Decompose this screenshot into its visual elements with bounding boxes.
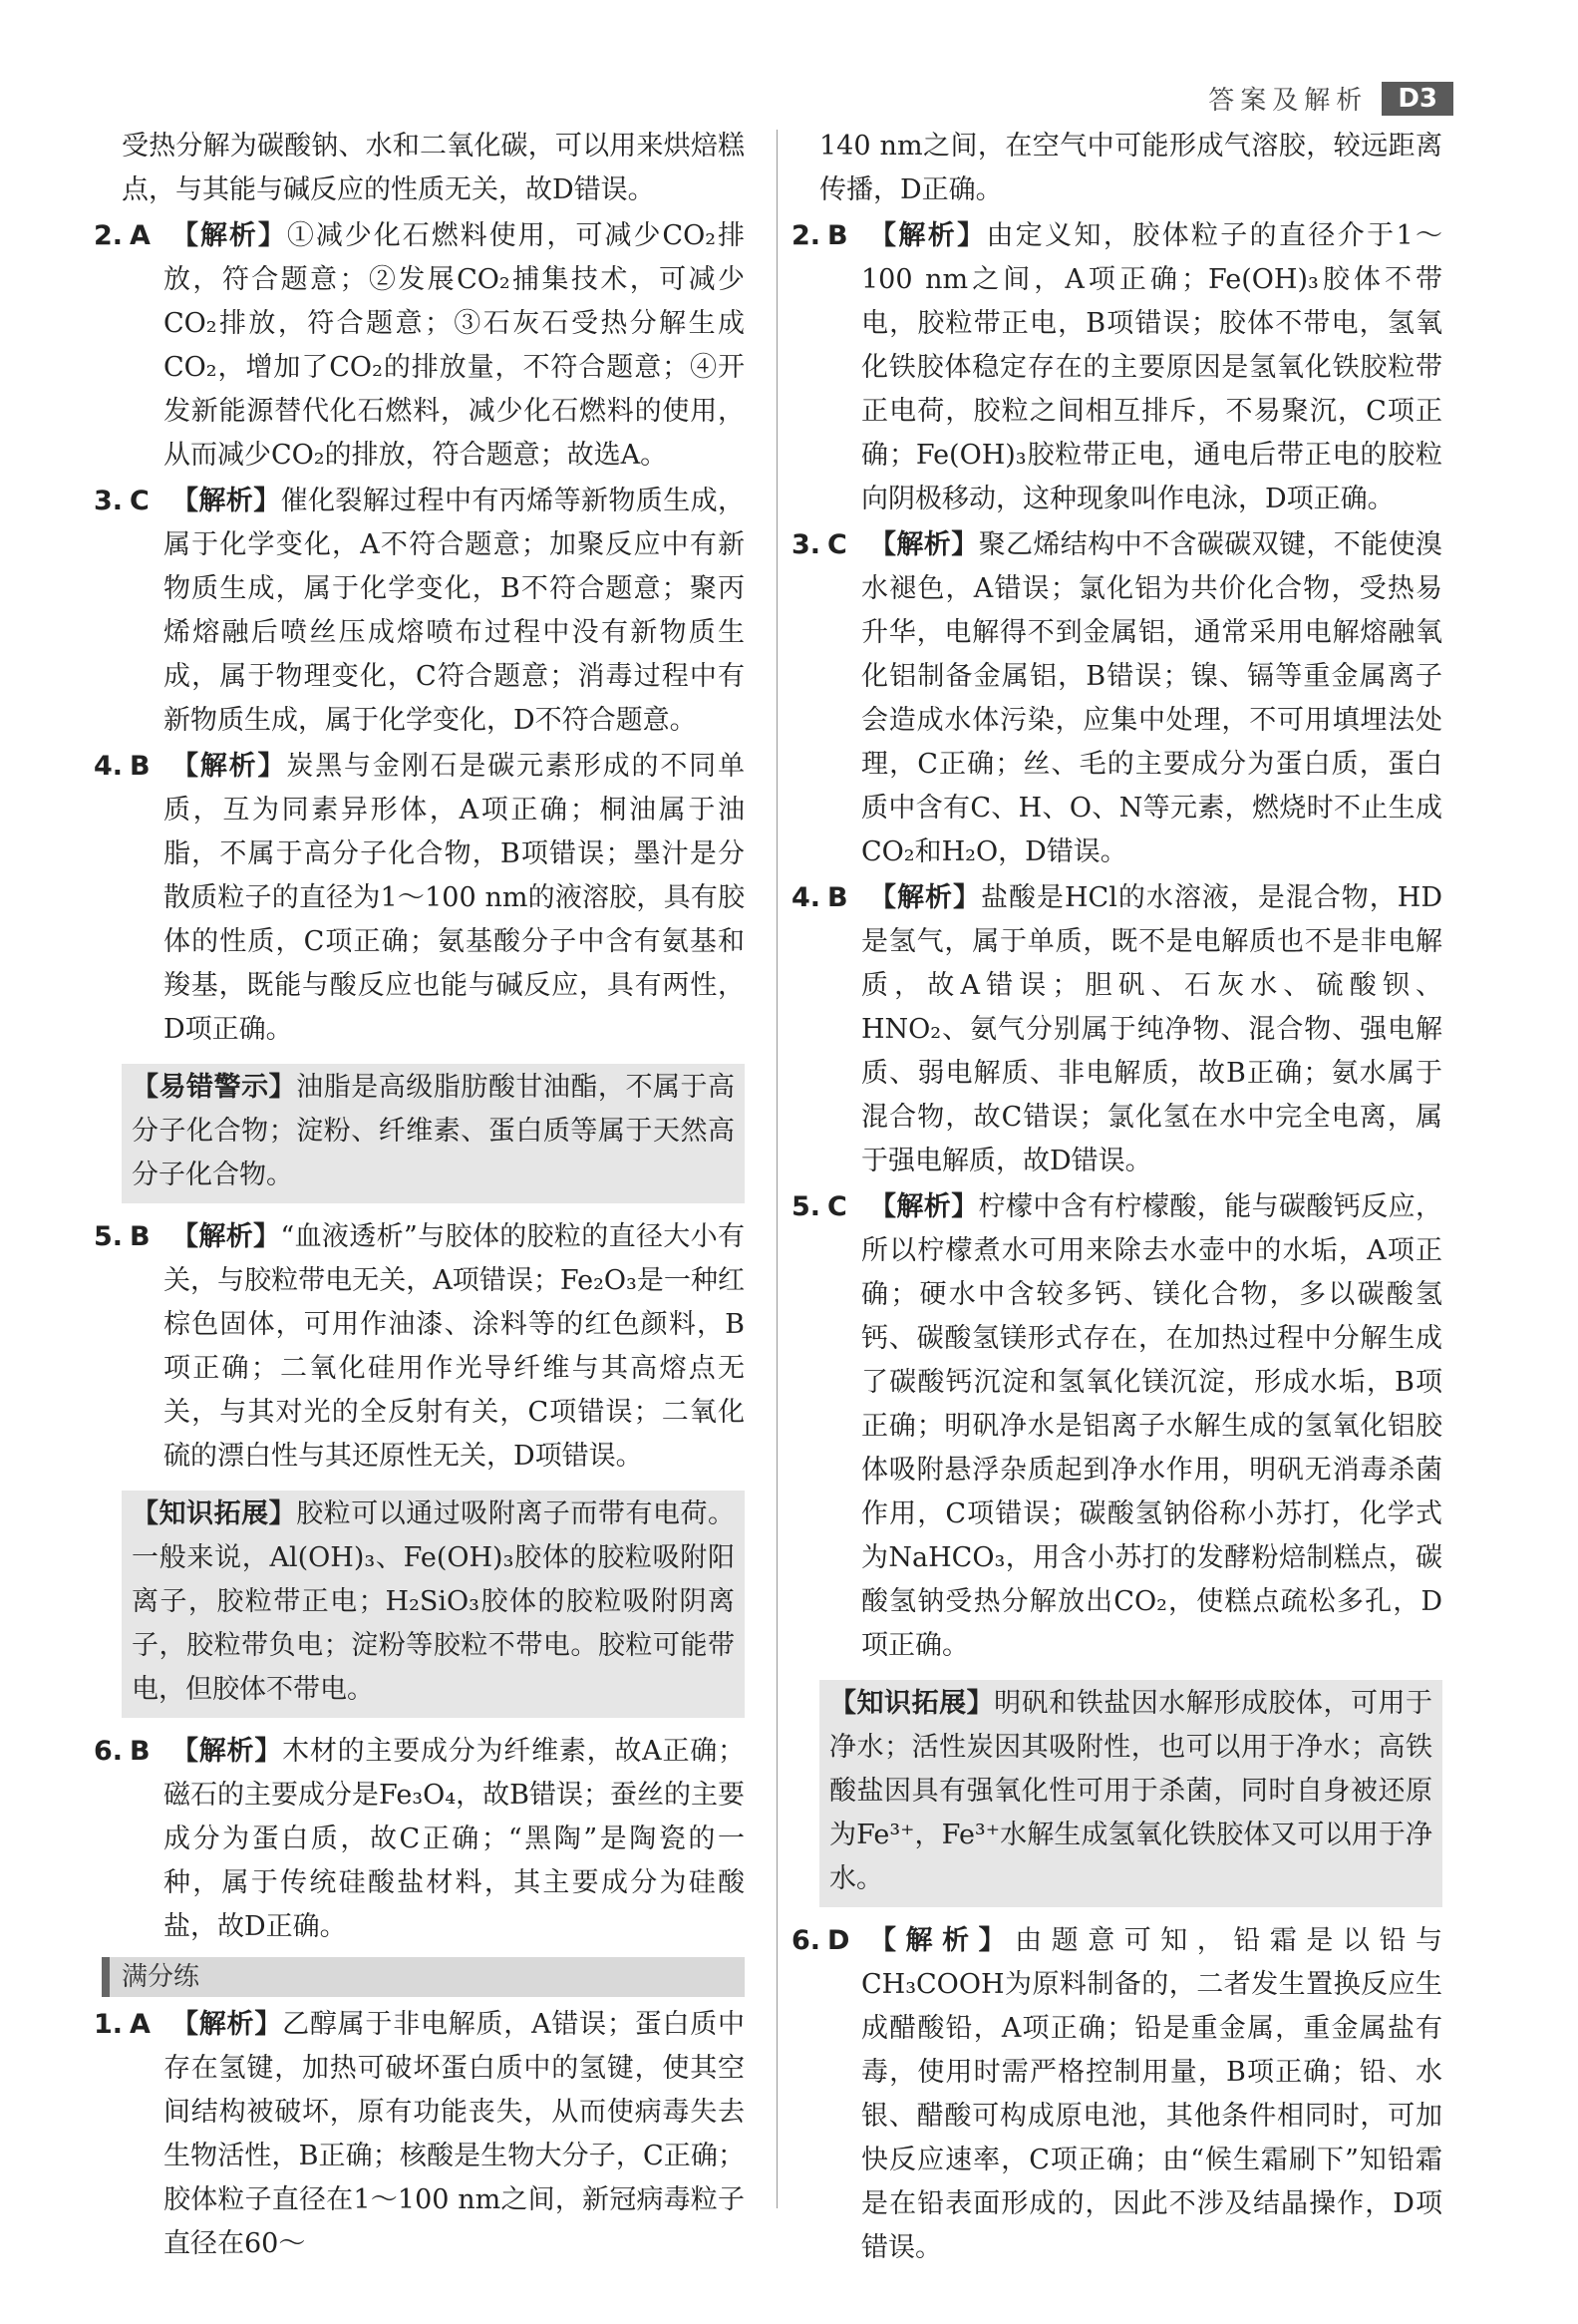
explanation-text: ①减少化石燃料使用，可减少CO₂排放，符合题意；②发展CO₂捕集技术，可减少CO₂排放，符合题意；③石灰石受热分解生成CO₂，增加了CO₂的排放量，不符合题意；④开发新能源替代化石燃料，减少化石燃料的使用，从而减少CO₂的排放，符合题意；故选A。 xyxy=(163,220,746,471)
answer-item xyxy=(791,1919,1443,2270)
answer-letter: B xyxy=(130,1221,151,1252)
answer-letter: B xyxy=(130,1736,151,1767)
answer-item xyxy=(94,1730,746,1949)
explanation xyxy=(861,1919,1442,2270)
explanation xyxy=(163,480,745,743)
box-tag: 【知识拓展】 xyxy=(829,1688,995,1719)
explanation xyxy=(861,876,1442,1183)
answer-letter: C xyxy=(827,529,847,560)
answer-letter: B xyxy=(827,220,848,251)
answer-item xyxy=(791,876,1442,1183)
continued-text: 受热分解为碳酸钠、水和二氧化碳，可以用来烘焙糕点，与其能与碱反应的性质无关，故D错误。 xyxy=(122,131,745,205)
answer-item xyxy=(94,480,746,743)
question-number: 5. xyxy=(791,1191,821,1222)
explanation xyxy=(861,214,1442,521)
box-text: 明矾和铁盐因水解形成胶体，可用于净水；活性炭因其吸附性，也可以用于净水；高铁酸盐因具有强氧化性可用于杀菌，同时自身被还原为Fe³⁺，Fe³⁺水解生成氢氧化铁胶体又可以用于净水。 xyxy=(829,1688,1433,1894)
box-text: 油脂是高级脂肪酸甘油酯，不属于高分子化合物；淀粉、纤维素、蛋白质等属于天然高分子化合物。 xyxy=(132,1072,736,1190)
explanation-text: 聚乙烯结构中不含碳碳双键，不能使溴水褪色，A错误；氯化铝为共价化合物，受热易升华，电解得不到金属铝，通常采用电解熔融氧化铝制备金属铝，B错误；镍、镉等重金属离子会造成水体污染，应集中处理，不可用填埋法处理，C正确；丝、毛的主要成分为蛋白质，蛋白质中含有C、H、O、N等元素，燃烧时不止生成CO₂和H₂O，D错误。 xyxy=(861,529,1443,867)
question-number: 2. xyxy=(791,220,821,251)
answer-item xyxy=(791,523,1443,874)
explanation-tag: 【解析】 xyxy=(869,1191,979,1222)
answer-letter: A xyxy=(130,2009,151,2040)
question-number: 4. xyxy=(791,882,821,913)
answer-item xyxy=(94,1215,746,1479)
explanation-text: “血液透析”与胶体的胶粒的直径大小有关，与胶粒带电无关，A项错误；Fe₂O₃是一种红棕色固体，可用作油漆、涂料等的红色颜料，B项正确；二氧化硅用作光导纤维与其高熔点无关，与其对光的全反射有关，C项错误；二氧化硫的漂白性与其还原性无关，D项错误。 xyxy=(163,1221,746,1472)
explanation-text: 由题意可知，铅霜是以铅与CH₃COOH为原料制备的，二者发生置换反应生成醋酸铅，A项正确；铅是重金属，重金属盐有毒，使用时需严格控制用量，B项正确；铅、水银、醋酸可构成原电池，其他条件相同时，可加快反应速率，C项正确；由“候生霜刷下”知铅霜是在铅表面形成的，因此不涉及结晶操作，D项错误。 xyxy=(861,1925,1443,2263)
explanation-text: 木材的主要成分为纤维素，故A正确；磁石的主要成分是Fe₃O₄，故B错误；蚕丝的主要成分为蛋白质，故C正确；“黑陶”是陶瓷的一种，属于传统硅酸盐材料，其主要成分为硅酸盐，故D正确。 xyxy=(163,1736,746,1942)
explanation-text: 乙醇属于非电解质，A错误；蛋白质中存在氢键，加热可破坏蛋白质中的氢键，使其空间结构被破坏，原有功能丧失，从而使病毒失去生物活性，B正确；核酸是生物大分子，C正确；胶体粒子直径在1～100 nm之间，新冠病毒粒子直径在60～ xyxy=(163,2009,746,2259)
answer-letter: B xyxy=(130,751,151,782)
explanation xyxy=(163,214,745,478)
left-column xyxy=(94,125,746,2266)
explanation-text: 催化裂解过程中有丙烯等新物质生成，属于化学变化，A不符合题意；加聚反应中有新物质生成，属于化学变化，B不符合题意；聚丙烯熔融后喷丝压成熔喷布过程中没有新物质生成，属于物理变化，C符合题意；消毒过程中有新物质生成，属于化学变化，D不符合题意。 xyxy=(163,486,746,736)
explanation-tag: 【解析】 xyxy=(869,220,987,251)
continued-text: 140 nm之间，在空气中可能形成气溶胶，较远距离传播，D正确。 xyxy=(819,131,1442,205)
question-number: 5. xyxy=(94,1221,124,1252)
explanation-text: 由定义知，胶体粒子的直径介于1～100 nm之间，A项正确；Fe(OH)₃胶体不带电，胶粒带正电，B项错误；胶体不带电，氢氧化铁胶体稳定存在的主要原因是氢氧化铁胶粒带正电荷，胶粒之间相互排斥，不易聚沉，C项正确；Fe(OH)₃胶粒带正电，通电后带正电的胶粒向阴极移动，这种现象叫作电泳，D项正确。 xyxy=(861,220,1442,514)
right-column xyxy=(791,125,1443,2270)
explanation-tag: 【解析】 xyxy=(171,1221,281,1252)
section-heading: 满分练 xyxy=(102,1957,745,1997)
answer-letter: A xyxy=(130,220,151,251)
question-number: 4. xyxy=(94,751,124,782)
answer-letter: D xyxy=(827,1925,850,1956)
explanation xyxy=(163,1215,745,1479)
question-number: 6. xyxy=(94,1736,124,1767)
question-number: 3. xyxy=(791,529,821,560)
answer-item xyxy=(94,214,746,478)
explanation xyxy=(861,523,1442,874)
page-header xyxy=(1208,80,1453,117)
answer-letter: B xyxy=(827,882,848,913)
column-divider xyxy=(777,130,778,2208)
explanation-tag: 【解析】 xyxy=(171,751,287,782)
error-warning-box xyxy=(122,1064,745,1203)
answer-item xyxy=(94,745,746,1052)
knowledge-extension-box xyxy=(122,1491,745,1718)
knowledge-extension-box xyxy=(819,1680,1442,1907)
box-tag: 【知识拓展】 xyxy=(132,1498,297,1529)
explanation xyxy=(163,745,745,1052)
question-number: 3. xyxy=(94,486,124,516)
explanation-text: 盐酸是HCl的水溶液，是混合物，HD是氢气，属于单质，既不是电解质也不是非电解质，故A错误；胆矾、石灰水、硫酸钡、HNO₂、氨气分别属于纯净物、混合物、强电解质、弱电解质、非电解质，故B正确；氨水属于混合物，故C错误；氯化氢在水中完全电离，属于强电解质，故D错误。 xyxy=(861,882,1442,1176)
explanation-tag: 【解析】 xyxy=(171,486,281,516)
explanation-text: 柠檬中含有柠檬酸，能与碳酸钙反应，所以柠檬煮水可用来除去水壶中的水垢，A项正确；硬水中含较多钙、镁化合物，多以碳酸氢钙、碳酸氢镁形式存在，在加热过程中分解生成了碳酸钙沉淀和氢氧化镁沉淀，形成水垢，B项正确；明矾净水是铝离子水解生成的氢氧化铝胶体吸附悬浮杂质起到净水作用，明矾无消毒杀菌作用，C项错误；碳酸氢钠俗称小苏打，化学式为NaHCO₃，用含小苏打的发酵粉焙制糕点，碳酸氢钠受热分解放出CO₂，使糕点疏松多孔，D项正确。 xyxy=(861,1191,1443,1661)
box-text: 胶粒可以通过吸附离子而带有电荷。一般来说，Al(OH)₃、Fe(OH)₃胶体的胶粒吸附阳离子，胶粒带正电；H₂SiO₃胶体的胶粒吸附阴离子，胶粒带负电；淀粉等胶粒不带电。胶粒可能带电，但胶体不带电。 xyxy=(132,1498,736,1705)
explanation-text: 炭黑与金刚石是碳元素形成的不同单质，互为同素异形体，A项正确；桐油属于油脂，不属于高分子化合物，B项错误；墨汁是分散质粒子的直径为1～100 nm的液溶胶，具有胶体的性质，C项正确；氨基酸分子中含有氨基和羧基，既能与酸反应也能与碱反应，具有两性，D项正确。 xyxy=(163,751,746,1045)
explanation xyxy=(163,1730,745,1949)
explanation xyxy=(163,2003,745,2266)
answer-item xyxy=(791,1185,1443,1668)
question-number: 6. xyxy=(791,1925,821,1956)
answer-item xyxy=(791,214,1442,521)
question-number: 1. xyxy=(94,2009,124,2040)
header-title: 答案及解析 xyxy=(1208,86,1369,116)
answer-letter: C xyxy=(827,1191,847,1222)
explanation-tag: 【解析】 xyxy=(869,1925,1016,1956)
answer-item xyxy=(94,2003,746,2266)
explanation-tag: 【解析】 xyxy=(171,220,287,251)
explanation xyxy=(861,1185,1442,1668)
explanation-tag: 【解析】 xyxy=(171,2009,283,2040)
box-tag: 【易错警示】 xyxy=(132,1072,297,1103)
answer-letter: C xyxy=(130,486,150,516)
explanation-tag: 【解析】 xyxy=(869,529,979,560)
question-number: 2. xyxy=(94,220,124,251)
explanation-tag: 【解析】 xyxy=(869,882,981,913)
explanation-tag: 【解析】 xyxy=(171,1736,283,1767)
page-badge: D3 xyxy=(1382,82,1453,116)
